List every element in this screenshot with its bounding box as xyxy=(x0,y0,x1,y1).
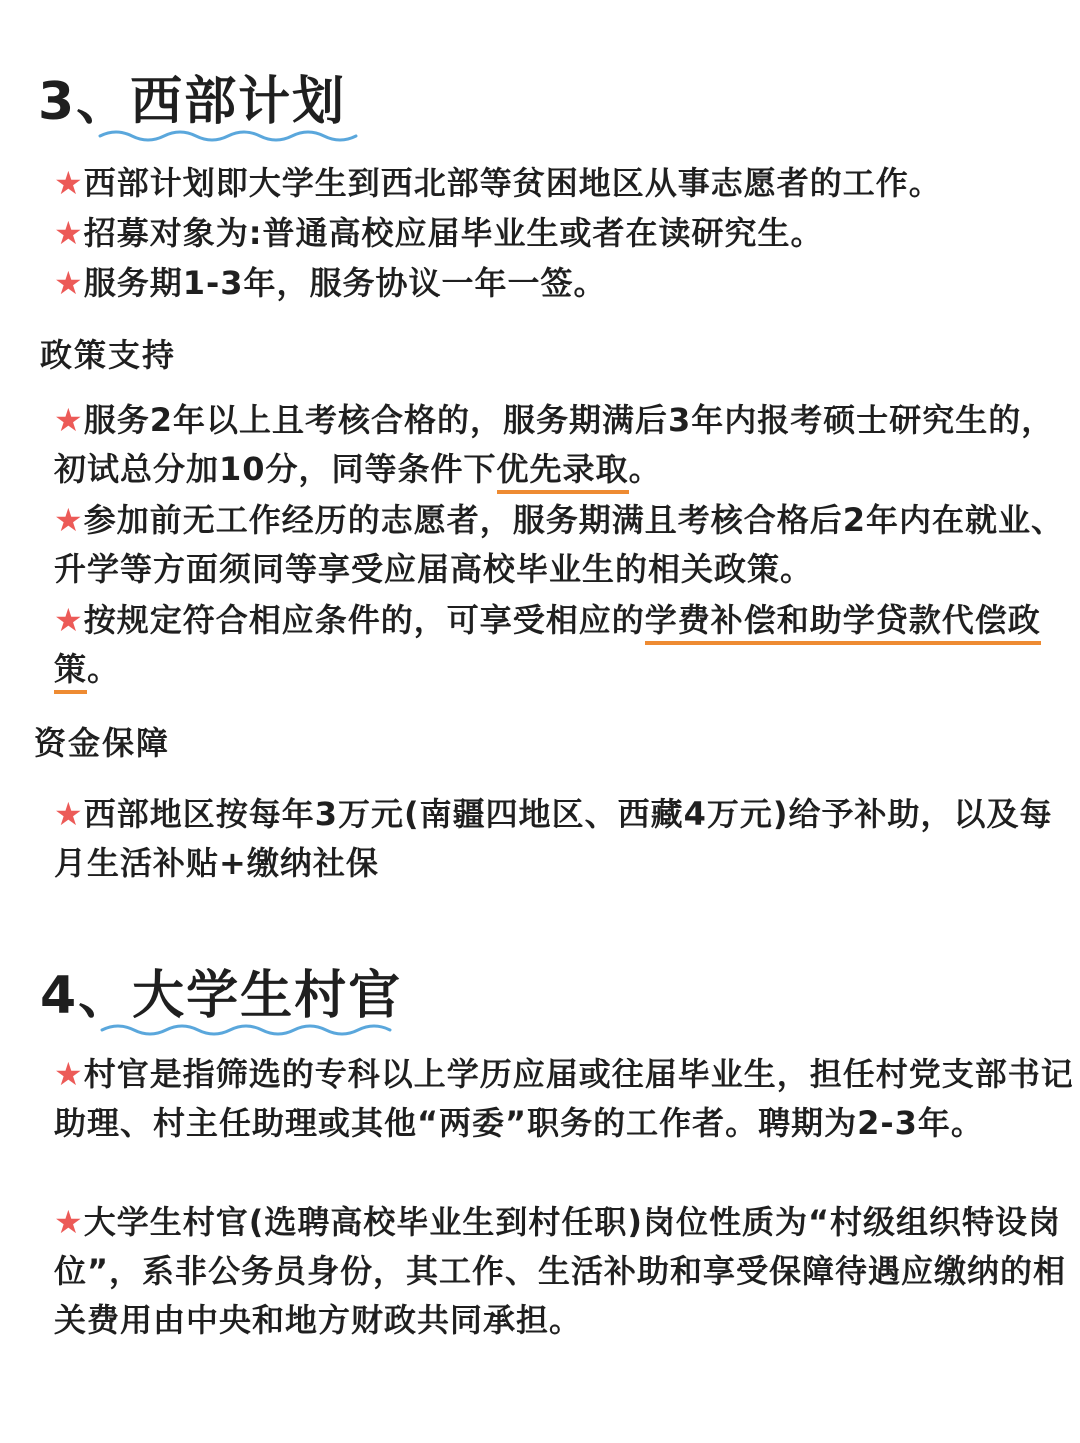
s3-bullet-3-text: 服务期1-3年，服务协议一年一签。 xyxy=(83,264,607,302)
policy-item-1-end: 。 xyxy=(628,450,662,488)
star-icon: ★ xyxy=(54,214,84,252)
star-icon: ★ xyxy=(54,795,84,833)
section-3-title: 3、西部计划 xyxy=(38,72,347,132)
star-icon: ★ xyxy=(54,501,84,539)
policy-item-2 xyxy=(54,496,1076,594)
star-icon: ★ xyxy=(54,401,84,439)
s4-bullet-2-text: 大学生村官(选聘高校毕业生到村任职)岗位性质为“村级组织特设岗位”，系非公务员身份，其工作、生活补助和享受保障待遇应缴纳的相关费用由中央和地方财政共同承担。 xyxy=(54,1203,1067,1339)
section-4-title: 4、大学生村官 xyxy=(40,966,403,1026)
s3-bullet-1 xyxy=(54,159,1076,208)
policy-item-3-end: 。 xyxy=(87,650,121,688)
funding-item-1 xyxy=(54,790,1076,888)
policy-item-2-text: 参加前无工作经历的志愿者，服务期满且考核合格后2年内在就业、升学等方面须同等享受应届高校毕业生的相关政策。 xyxy=(54,501,1064,588)
wave-underline-icon xyxy=(102,1020,392,1038)
star-icon: ★ xyxy=(54,1203,84,1241)
policy-item-1 xyxy=(54,396,1076,494)
policy-item-1-highlight: 优先录取 xyxy=(497,450,629,494)
policy-item-1-text: 服务2年以上且考核合格的，服务期满后3年内报考硕士研究生的，初试总分加10分，同等条件下 xyxy=(54,401,1055,488)
funding-item-1-text: 西部地区按每年3万元(南疆四地区、西藏4万元)给予补助，以及每月生活补贴+缴纳社保 xyxy=(54,795,1053,882)
s4-bullet-1 xyxy=(54,1050,1076,1148)
s3-bullet-2 xyxy=(54,209,1076,258)
star-icon: ★ xyxy=(54,1055,84,1093)
wave-underline-icon xyxy=(100,126,360,144)
policy-item-3 xyxy=(54,596,1076,694)
s3-bullet-3 xyxy=(54,259,1076,308)
funding-heading: 资金保障 xyxy=(34,724,171,762)
policy-item-3-text: 按规定符合相应条件的，可享受相应的 xyxy=(83,601,645,639)
star-icon: ★ xyxy=(54,264,84,302)
s3-bullet-1-text: 西部计划即大学生到西北部等贫困地区从事志愿者的工作。 xyxy=(83,164,942,202)
s4-bullet-1-text: 村官是指筛选的专科以上学历应届或往届毕业生，担任村党支部书记助理、村主任助理或其他“两委”职务的工作者。聘期为2-3年。 xyxy=(54,1055,1074,1142)
policy-item-3-highlight: 学费补偿和助学贷款代偿政策 xyxy=(54,601,1041,694)
star-icon: ★ xyxy=(54,164,84,202)
s4-bullet-2 xyxy=(54,1198,1076,1345)
star-icon: ★ xyxy=(54,601,84,639)
s3-bullet-2-text: 招募对象为:普通高校应届毕业生或者在读研究生。 xyxy=(83,214,824,252)
policy-heading: 政策支持 xyxy=(40,336,177,374)
